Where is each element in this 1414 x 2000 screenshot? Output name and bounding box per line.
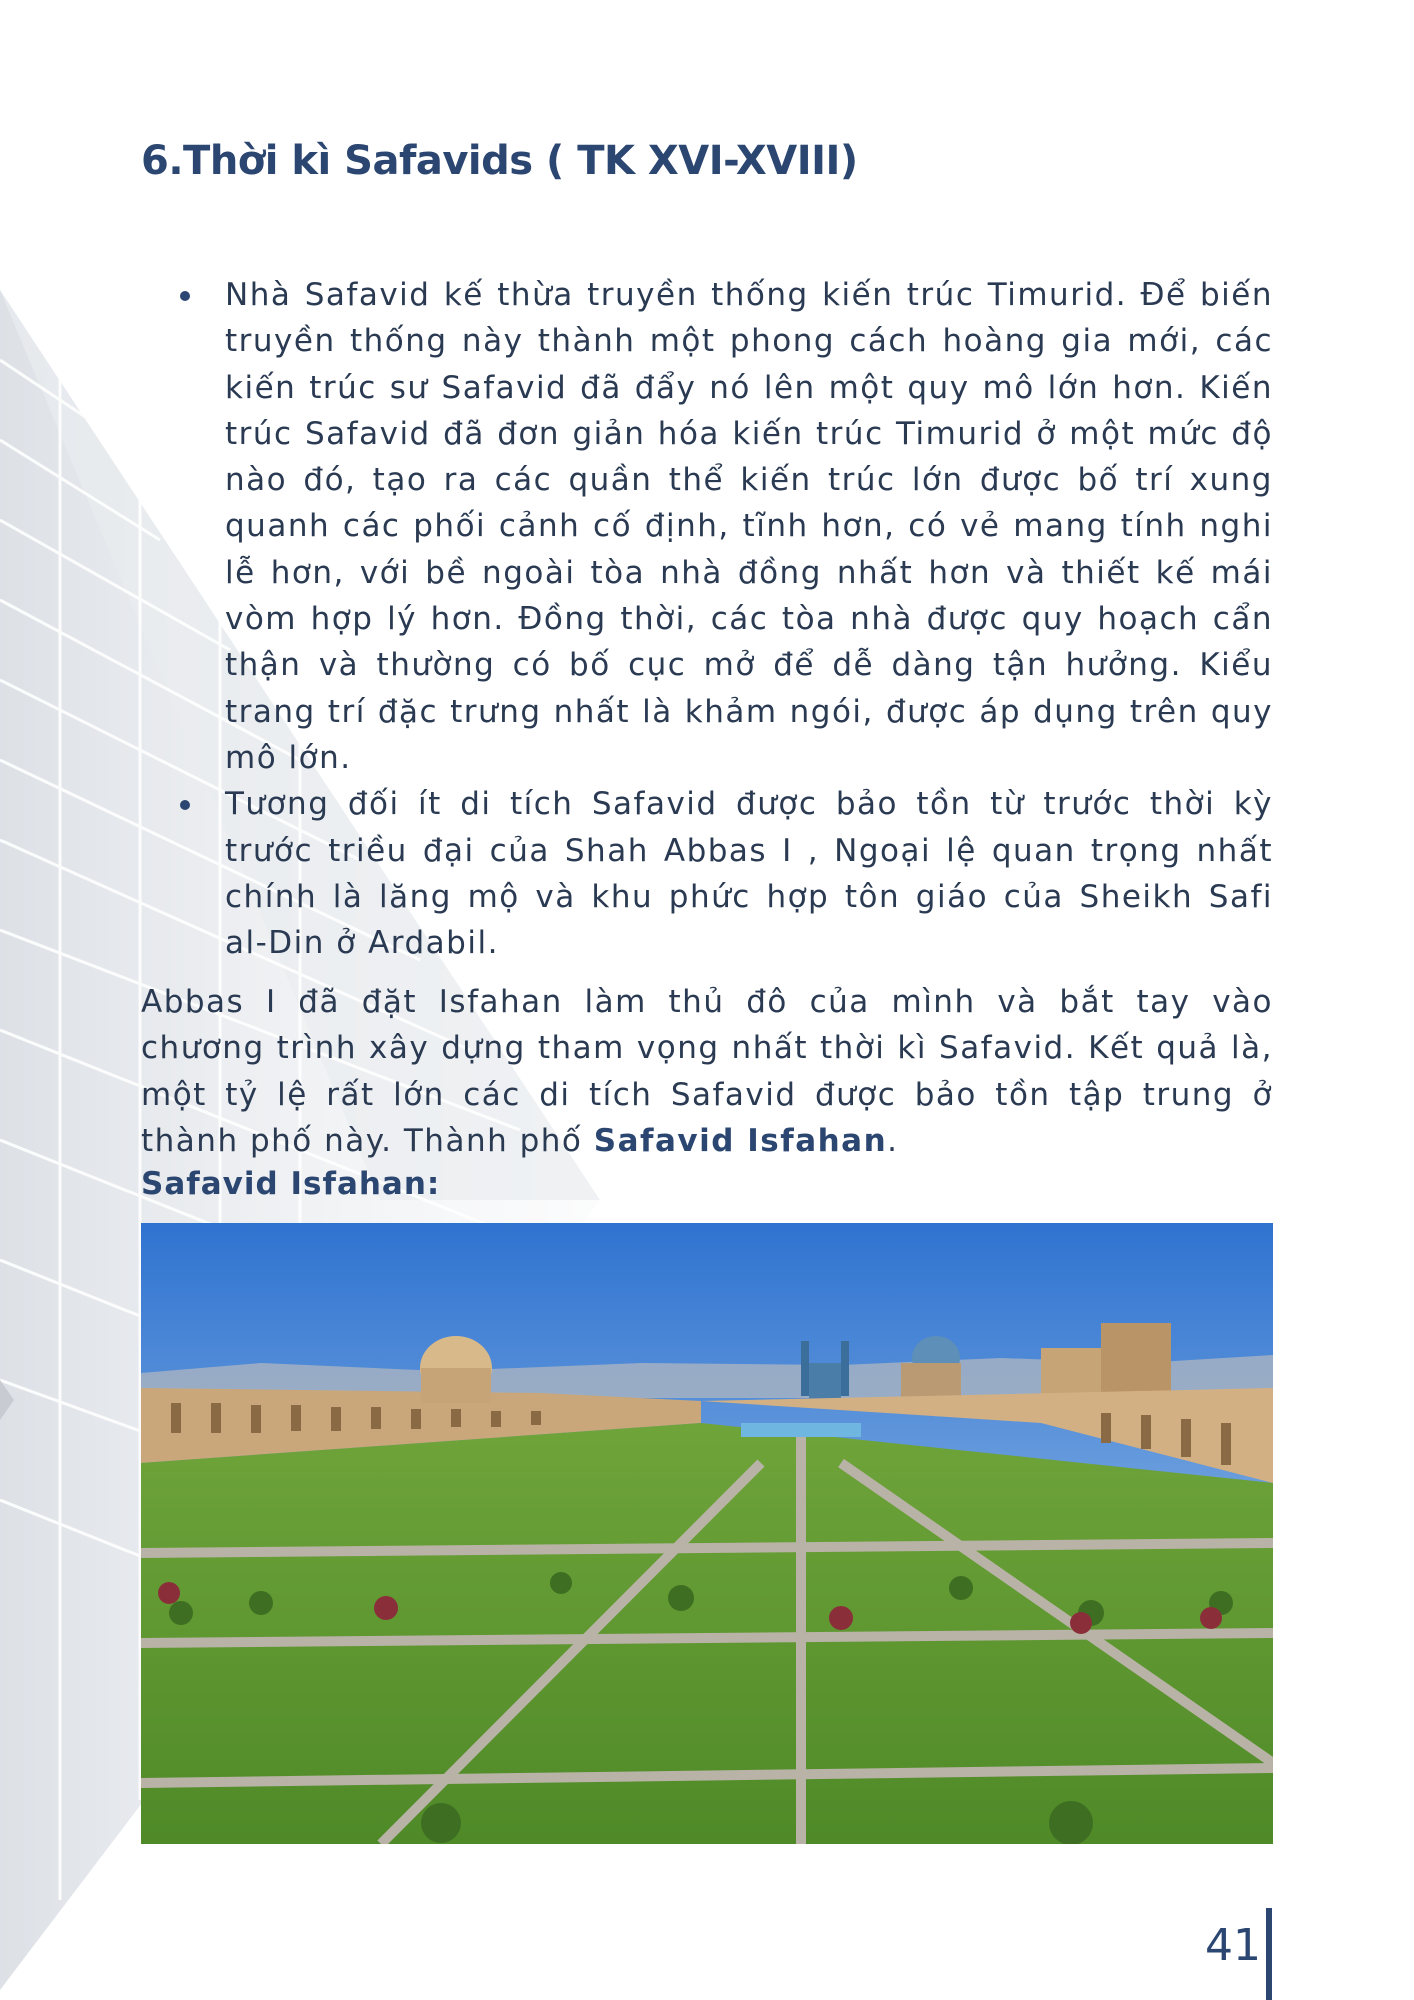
page-title: 6.Thời kì Safavids ( TK XVI-XVIII) — [141, 138, 858, 184]
body-paragraph — [141, 979, 1273, 1164]
bullet-list — [141, 272, 1273, 966]
paragraph-bold-term: Safavid Isfahan — [593, 1122, 888, 1159]
page-number-bar — [1266, 1908, 1272, 2000]
paragraph-text: Abbas I đã đặt Isfahan làm thủ đô của mình và bắt tay vào chương trình xây dựng tham vọng nhất thời kì Safavid. Kết quả là, một tỷ lệ rất lớn các di tích Safavid được bảo tồn tập trung ở thành phố này. Thành phố — [141, 984, 1273, 1159]
paragraph-end: . — [887, 1122, 899, 1159]
list-item: Tương đối ít di tích Safavid được bảo tồn từ trước thời kỳ trước triều đại của Shah Abbas I , Ngoại lệ quan trọng nhất chính là lăng mộ và khu phức hợp tôn giáo của Sheikh Safi al-Din ở Ardabil. — [225, 781, 1273, 966]
isfahan-square-photo — [141, 1223, 1273, 1844]
list-item: Nhà Safavid kế thừa truyền thống kiến trúc Timurid. Để biến truyền thống này thành một phong cách hoàng gia mới, các kiến trúc sư Safavid đã đẩy nó lên một quy mô lớn hơn. Kiến trúc Safavid đã đơn giản hóa kiến trúc Timurid ở một mức độ nào đó, tạo ra các quần thể kiến trúc lớn được bố trí xung quanh các phối cảnh cố định, tĩnh hơn, có vẻ mang tính nghi lễ hơn, với bề ngoài tòa nhà đồng nhất hơn và thiết kế mái vòm hợp lý hơn. Đồng thời, các tòa nhà được quy hoạch cẩn thận và thường có bố cục mở để dễ dàng tận hưởng. Kiểu trang trí đặc trưng nhất là khảm ngói, được áp dụng trên quy mô lớn. — [225, 272, 1273, 781]
page-number: 41 — [1205, 1920, 1261, 1971]
section-subheading: Safavid Isfahan: — [141, 1166, 441, 1202]
